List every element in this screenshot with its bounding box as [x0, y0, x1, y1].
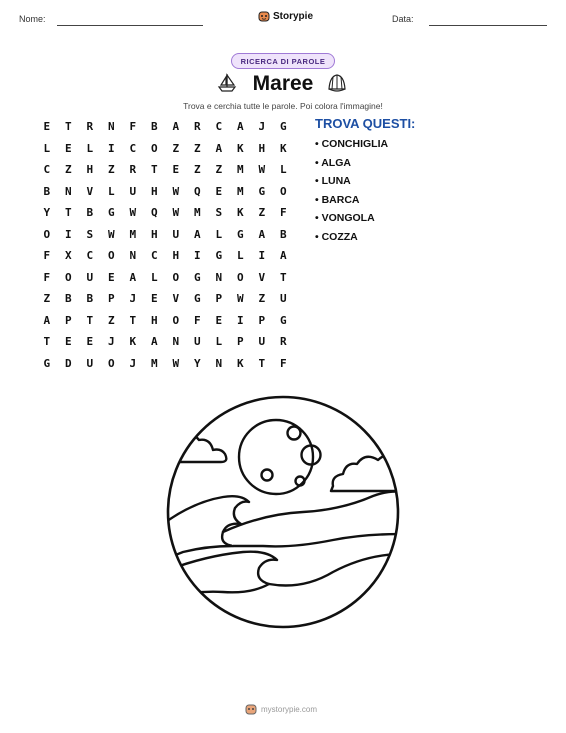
footer-url[interactable]: mystorypie.com: [261, 704, 318, 714]
grid-letter[interactable]: G: [236, 227, 244, 241]
grid-letter[interactable]: G: [215, 249, 223, 263]
grid-letter[interactable]: T: [129, 313, 137, 327]
grid-letter[interactable]: V: [172, 292, 180, 306]
grid-letter[interactable]: N: [64, 184, 72, 198]
grid-letter[interactable]: Z: [193, 141, 201, 155]
grid-letter[interactable]: U: [193, 335, 201, 349]
grid-letter[interactable]: Z: [215, 163, 223, 177]
grid-letter[interactable]: Z: [258, 292, 266, 306]
grid-letter[interactable]: V: [86, 184, 94, 198]
word-search-grid[interactable]: [36, 116, 294, 374]
grid-letter[interactable]: U: [279, 292, 287, 306]
grid-letter[interactable]: V: [258, 270, 266, 284]
grid-letter[interactable]: F: [279, 356, 287, 370]
grid-letter[interactable]: K: [236, 141, 244, 155]
grid-letter[interactable]: G: [258, 184, 266, 198]
grid-letter[interactable]: A: [150, 335, 158, 349]
grid-letter[interactable]: M: [150, 356, 158, 370]
word-item: • BARCA: [315, 193, 360, 206]
grid-letter[interactable]: G: [193, 292, 201, 306]
grid-letter[interactable]: F: [43, 270, 51, 284]
grid-letter[interactable]: T: [43, 335, 51, 349]
grid-letter[interactable]: H: [150, 184, 158, 198]
word-item: • ALGA: [315, 156, 351, 169]
grid-row: [36, 116, 294, 138]
grid-letter[interactable]: C: [86, 249, 94, 263]
grid-letter[interactable]: H: [172, 249, 180, 263]
grid-letter[interactable]: M: [236, 163, 244, 177]
grid-letter[interactable]: A: [172, 120, 180, 134]
grid-letter[interactable]: A: [215, 141, 223, 155]
grid-letter[interactable]: U: [86, 356, 94, 370]
grid-letter[interactable]: A: [279, 249, 287, 263]
grid-letter[interactable]: N: [129, 249, 137, 263]
grid-row: [36, 288, 294, 310]
grid-letter[interactable]: X: [64, 249, 72, 263]
grid-letter[interactable]: I: [236, 313, 244, 327]
grid-letter[interactable]: M: [193, 206, 201, 220]
page-title: Maree: [252, 72, 314, 95]
grid-letter[interactable]: O: [43, 227, 51, 241]
grid-letter[interactable]: K: [279, 141, 287, 155]
grid-letter[interactable]: T: [258, 356, 266, 370]
grid-letter[interactable]: C: [43, 163, 51, 177]
grid-letter[interactable]: L: [43, 141, 51, 155]
grid-letter[interactable]: W: [236, 292, 244, 306]
grid-letter[interactable]: H: [258, 141, 266, 155]
grid-letter[interactable]: W: [107, 227, 115, 241]
grid-letter[interactable]: H: [150, 227, 158, 241]
grid-letter[interactable]: G: [107, 206, 115, 220]
grid-letter[interactable]: O: [172, 313, 180, 327]
grid-letter[interactable]: L: [107, 184, 115, 198]
grid-letter[interactable]: L: [86, 141, 94, 155]
grid-letter[interactable]: O: [64, 270, 72, 284]
footer: [245, 703, 317, 715]
grid-letter[interactable]: J: [129, 356, 137, 370]
grid-letter[interactable]: I: [64, 227, 72, 241]
grid-letter[interactable]: F: [129, 120, 137, 134]
grid-letter[interactable]: B: [279, 227, 287, 241]
grid-letter[interactable]: T: [64, 206, 72, 220]
word-item: • COZZA: [315, 230, 358, 243]
grid-letter[interactable]: N: [107, 120, 115, 134]
grid-letter[interactable]: Y: [193, 356, 201, 370]
grid-letter[interactable]: U: [129, 184, 137, 198]
grid-letter[interactable]: I: [258, 249, 266, 263]
coloring-illustration[interactable]: [163, 394, 403, 634]
grid-letter[interactable]: O: [236, 270, 244, 284]
grid-letter[interactable]: E: [150, 292, 158, 306]
grid-letter[interactable]: Z: [107, 163, 115, 177]
grid-letter[interactable]: N: [215, 356, 223, 370]
word-item: • VONGOLA: [315, 212, 375, 225]
grid-letter[interactable]: T: [86, 313, 94, 327]
grid-letter[interactable]: G: [279, 120, 287, 134]
grid-letter[interactable]: H: [150, 313, 158, 327]
grid-letter[interactable]: J: [258, 120, 266, 134]
grid-letter[interactable]: K: [236, 356, 244, 370]
grid-letter[interactable]: E: [64, 335, 72, 349]
grid-letter[interactable]: D: [64, 356, 72, 370]
grid-letter[interactable]: F: [193, 313, 201, 327]
grid-letter[interactable]: P: [236, 335, 244, 349]
grid-letter[interactable]: G: [279, 313, 287, 327]
grid-letter[interactable]: M: [129, 227, 137, 241]
grid-letter[interactable]: O: [150, 141, 158, 155]
grid-letter[interactable]: T: [279, 270, 287, 284]
grid-letter[interactable]: K: [129, 335, 137, 349]
grid-letter[interactable]: H: [86, 163, 94, 177]
grid-letter[interactable]: U: [258, 335, 266, 349]
instructions: Trova e cerchia tutte le parole. Poi colora l'immagine!: [183, 101, 383, 111]
storypie-mascot-icon: [258, 10, 270, 22]
grid-letter[interactable]: O: [107, 356, 115, 370]
grid-letter[interactable]: A: [258, 227, 266, 241]
grid-letter[interactable]: F: [279, 206, 287, 220]
grid-letter[interactable]: E: [215, 184, 223, 198]
grid-letter[interactable]: J: [129, 292, 137, 306]
date-field-line[interactable]: [429, 25, 547, 26]
word-list-title: TROVA QUESTI:: [315, 116, 416, 131]
grid-letter[interactable]: M: [236, 184, 244, 198]
grid-letter[interactable]: S: [86, 227, 94, 241]
grid-letter[interactable]: I: [107, 141, 115, 155]
grid-letter[interactable]: W: [129, 206, 137, 220]
grid-letter[interactable]: Z: [43, 292, 51, 306]
grid-letter[interactable]: Z: [258, 206, 266, 220]
grid-letter[interactable]: A: [43, 313, 51, 327]
grid-letter[interactable]: E: [43, 120, 51, 134]
grid-letter[interactable]: A: [236, 120, 244, 134]
grid-letter[interactable]: W: [172, 206, 180, 220]
grid-letter[interactable]: R: [86, 120, 94, 134]
grid-letter[interactable]: L: [279, 163, 287, 177]
grid-letter[interactable]: J: [107, 335, 115, 349]
grid-letter[interactable]: E: [215, 313, 223, 327]
grid-letter[interactable]: R: [129, 163, 137, 177]
brand-logo: [258, 10, 313, 22]
date-label: Data:: [392, 14, 414, 24]
grid-letter[interactable]: B: [86, 206, 94, 220]
grid-letter[interactable]: Z: [107, 313, 115, 327]
grid-letter[interactable]: E: [172, 163, 180, 177]
grid-letter[interactable]: A: [193, 227, 201, 241]
grid-row: [36, 202, 294, 224]
grid-letter[interactable]: L: [150, 270, 158, 284]
grid-row: [36, 224, 294, 246]
grid-letter[interactable]: L: [236, 249, 244, 263]
grid-letter[interactable]: U: [86, 270, 94, 284]
grid-row: [36, 310, 294, 332]
grid-letter[interactable]: P: [258, 313, 266, 327]
grid-letter[interactable]: T: [64, 120, 72, 134]
grid-letter[interactable]: Q: [150, 206, 158, 220]
grid-letter[interactable]: K: [236, 206, 244, 220]
grid-row: [36, 245, 294, 267]
grid-letter[interactable]: O: [172, 270, 180, 284]
grid-letter[interactable]: U: [172, 227, 180, 241]
grid-letter[interactable]: S: [215, 206, 223, 220]
word-item: • CONCHIGLIA: [315, 138, 389, 150]
grid-letter[interactable]: E: [86, 335, 94, 349]
name-label: Nome:: [19, 14, 46, 24]
grid-letter[interactable]: C: [150, 249, 158, 263]
grid-row: [36, 159, 294, 181]
grid-letter[interactable]: B: [43, 184, 51, 198]
name-field-line[interactable]: [57, 25, 203, 26]
grid-letter[interactable]: R: [193, 120, 201, 134]
grid-letter[interactable]: T: [150, 163, 158, 177]
lower-wave: [163, 552, 403, 634]
grid-letter[interactable]: L: [215, 227, 223, 241]
grid-letter[interactable]: A: [129, 270, 137, 284]
grid-letter[interactable]: O: [107, 249, 115, 263]
grid-letter[interactable]: C: [129, 141, 137, 155]
grid-letter[interactable]: C: [215, 120, 223, 134]
grid-letter[interactable]: P: [64, 313, 72, 327]
grid-letter[interactable]: P: [107, 292, 115, 306]
storypie-mascot-icon: [245, 703, 257, 715]
grid-letter[interactable]: B: [150, 120, 158, 134]
grid-row: [36, 353, 294, 375]
word-item: • LUNA: [315, 175, 351, 188]
grid-letter[interactable]: W: [258, 163, 266, 177]
grid-letter[interactable]: B: [64, 292, 72, 306]
grid-letter[interactable]: Y: [43, 206, 51, 220]
grid-letter[interactable]: I: [193, 249, 201, 263]
seashell-icon: [326, 72, 348, 94]
grid-letter[interactable]: Z: [172, 141, 180, 155]
grid-letter[interactable]: W: [172, 184, 180, 198]
grid-letter[interactable]: N: [172, 335, 180, 349]
grid-letter[interactable]: O: [279, 184, 287, 198]
brand-name: Storypie: [273, 10, 314, 22]
grid-letter[interactable]: Z: [193, 163, 201, 177]
grid-letter[interactable]: G: [43, 356, 51, 370]
word-list: [315, 137, 388, 249]
grid-letter[interactable]: G: [193, 270, 201, 284]
grid-letter[interactable]: Z: [64, 163, 72, 177]
grid-letter[interactable]: N: [215, 270, 223, 284]
activity-badge: RICERCA DI PAROLE: [231, 53, 335, 69]
grid-letter[interactable]: P: [215, 292, 223, 306]
grid-row: [36, 331, 294, 353]
grid-row: [36, 181, 294, 203]
grid-row: [36, 267, 294, 289]
grid-letter[interactable]: B: [86, 292, 94, 306]
grid-row: [36, 138, 294, 160]
grid-letter[interactable]: W: [172, 356, 180, 370]
grid-letter[interactable]: Q: [193, 184, 201, 198]
grid-letter[interactable]: F: [43, 249, 51, 263]
grid-letter[interactable]: E: [64, 141, 72, 155]
grid-letter[interactable]: L: [215, 335, 223, 349]
grid-letter[interactable]: R: [279, 335, 287, 349]
grid-letter[interactable]: E: [107, 270, 115, 284]
